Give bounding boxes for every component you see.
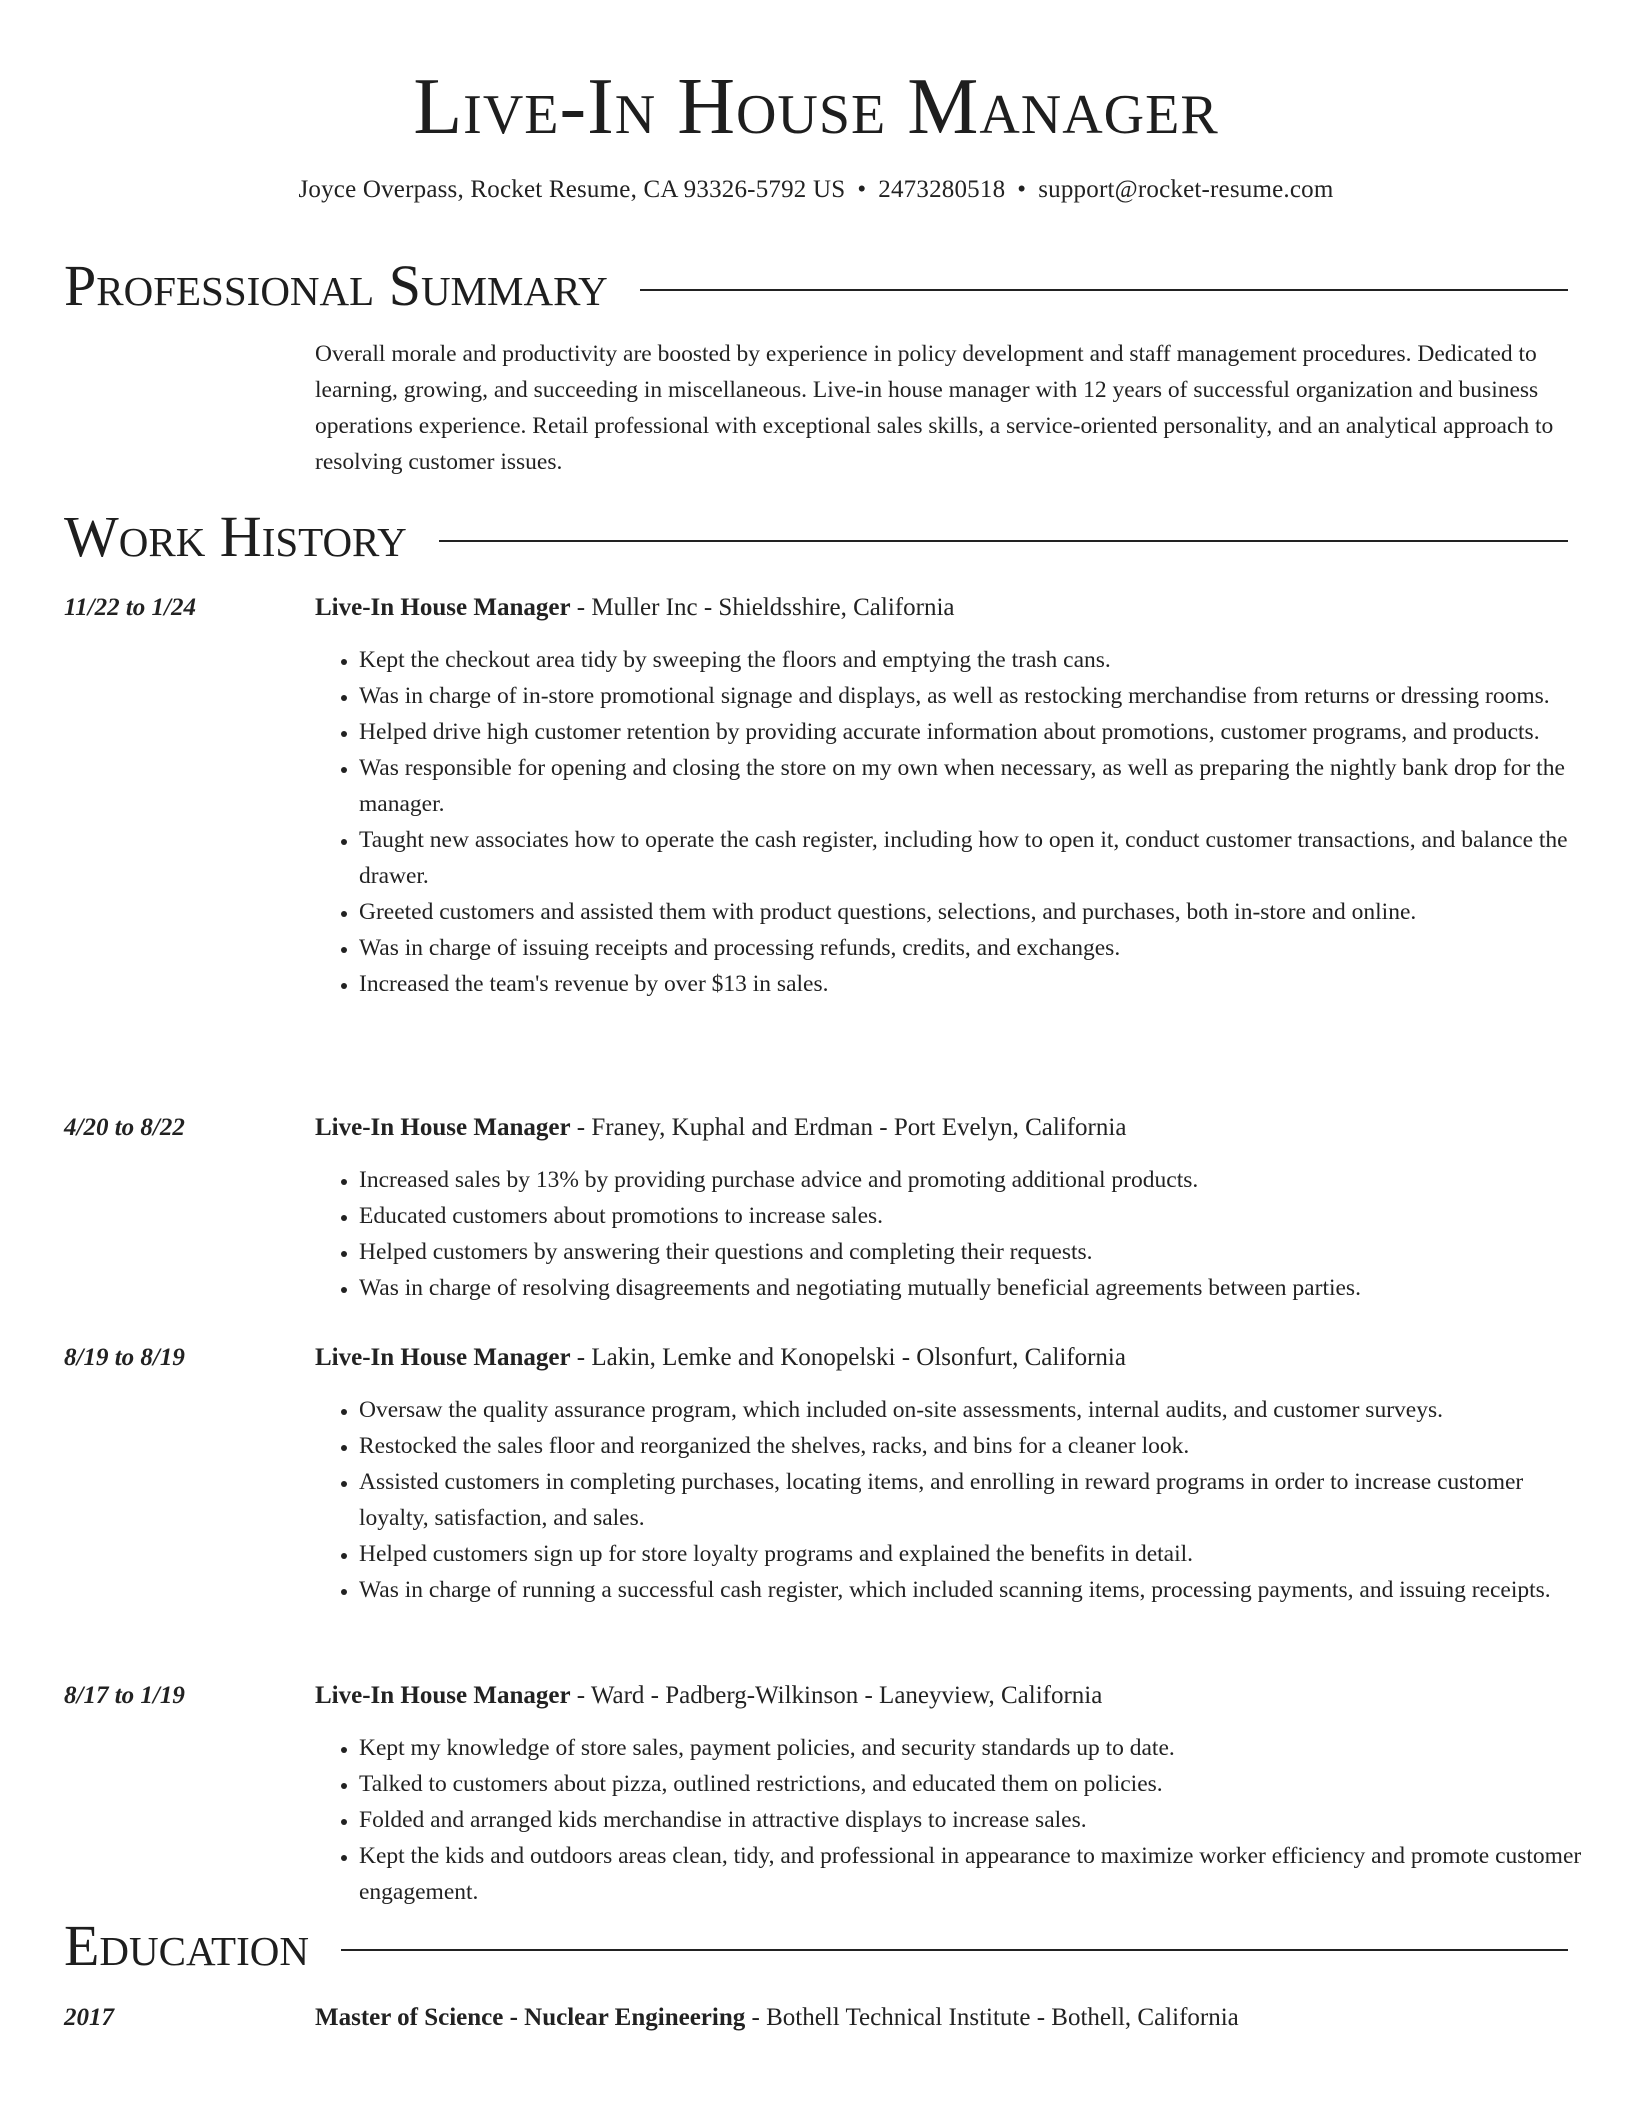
summary-heading: Professional Summary bbox=[64, 253, 608, 318]
list-item: • Educated customers about promotions to increase sales. bbox=[359, 1198, 1585, 1234]
job-bullet-list bbox=[315, 1730, 1585, 1910]
section-divider bbox=[341, 1949, 1568, 1951]
job-dates: 8/19 to 8/19 bbox=[64, 1344, 185, 1371]
contact-separator: • bbox=[1017, 176, 1027, 203]
job-title: Live-In House Manager bbox=[315, 1344, 571, 1371]
contact-line bbox=[0, 174, 1632, 206]
list-item: • Restocked the sales floor and reorganized the shelves, racks, and bins for a cleaner look. bbox=[359, 1428, 1585, 1464]
summary-text: Overall morale and productivity are boosted by experience in policy development and staff management procedures. Dedicated to learning, growing, and succeeding in miscellaneous. Live-in house manager with 12 years of successful organization and business operations experience. Retail professional with exceptional sales skills, a service-oriented personality, and an analytical approach to resolving customer issues. bbox=[315, 341, 1554, 475]
list-item: • Talked to customers about pizza, outlined restrictions, and educated them on policies. bbox=[359, 1766, 1585, 1802]
list-item: • Was in charge of issuing receipts and processing refunds, credits, and exchanges. bbox=[359, 930, 1585, 966]
list-item: • Was in charge of resolving disagreements and negotiating mutually beneficial agreements between parties. bbox=[359, 1270, 1585, 1306]
list-item: • Kept my knowledge of store sales, payment policies, and security standards up to date. bbox=[359, 1730, 1585, 1766]
list-item: • Helped drive high customer retention by providing accurate information about promotions, customer programs, and products. bbox=[359, 714, 1585, 750]
contact-phone: 2473280518 bbox=[878, 176, 1006, 203]
contact-email: support@rocket-resume.com bbox=[1038, 176, 1334, 203]
list-item: • Greeted customers and assisted them with product questions, selections, and purchases, both in-store and online. bbox=[359, 894, 1585, 930]
job-employer: - Muller Inc - Shieldsshire, California bbox=[570, 594, 955, 621]
job-dates: 11/22 to 1/24 bbox=[64, 594, 196, 621]
summary-section-header bbox=[64, 254, 1568, 318]
list-item: • Oversaw the quality assurance program, which included on-site assessments, internal audits, and customer surveys. bbox=[359, 1392, 1585, 1428]
list-item: • Was responsible for opening and closing the store on my own when necessary, as well as preparing the nightly bank drop for the manager. bbox=[359, 750, 1585, 822]
job-title: Live-In House Manager bbox=[315, 594, 571, 621]
job-employer: - Lakin, Lemke and Konopelski - Olsonfurt, California bbox=[570, 1344, 1126, 1371]
list-item: • Was in charge of running a successful cash register, which included scanning items, processing payments, and issuing receipts. bbox=[359, 1572, 1585, 1608]
education-school: - Bothell Technical Institute - Bothell, California bbox=[745, 2004, 1239, 2031]
job-bullet-list bbox=[315, 1392, 1585, 1608]
list-item: • Kept the kids and outdoors areas clean, tidy, and professional in appearance to maximize worker efficiency and promote customer engagement. bbox=[359, 1838, 1585, 1910]
list-item: • Increased sales by 13% by providing purchase advice and promoting additional products. bbox=[359, 1162, 1585, 1198]
work-history-section-header bbox=[64, 505, 1568, 569]
job-employer: - Franey, Kuphal and Erdman - Port Evelyn, California bbox=[570, 1114, 1127, 1141]
education-section-header bbox=[64, 1914, 1568, 1978]
contact-address: Joyce Overpass, Rocket Resume, CA 93326-5792 US bbox=[298, 176, 846, 203]
list-item: • Helped customers sign up for store loyalty programs and explained the benefits in detail. bbox=[359, 1536, 1585, 1572]
job-header bbox=[315, 590, 1585, 626]
job-title: Live-In House Manager bbox=[315, 1682, 571, 1709]
list-item: • Helped customers by answering their questions and completing their requests. bbox=[359, 1234, 1585, 1270]
job-employer: - Ward - Padberg-Wilkinson - Laneyview, California bbox=[570, 1682, 1103, 1709]
resume-title: Live-In House Manager bbox=[413, 63, 1219, 151]
education-heading: Education bbox=[64, 1913, 309, 1978]
contact-separator: • bbox=[857, 176, 867, 203]
list-item: • Folded and arranged kids merchandise in attractive displays to increase sales. bbox=[359, 1802, 1585, 1838]
job-bullet-list bbox=[315, 642, 1585, 1002]
job-header bbox=[315, 1678, 1585, 1714]
list-item: • Assisted customers in completing purchases, locating items, and enrolling in reward programs in order to increase customer loyalty, satisfaction, and sales. bbox=[359, 1464, 1585, 1536]
job-bullet-list bbox=[315, 1162, 1585, 1306]
list-item: • Taught new associates how to operate the cash register, including how to open it, conduct customer transactions, and balance the drawer. bbox=[359, 822, 1585, 894]
list-item: • Kept the checkout area tidy by sweeping the floors and emptying the trash cans. bbox=[359, 642, 1585, 678]
education-degree: Master of Science - Nuclear Engineering bbox=[315, 2004, 746, 2031]
job-header bbox=[315, 1110, 1585, 1146]
work-history-heading: Work History bbox=[64, 504, 407, 569]
education-year: 2017 bbox=[64, 2004, 114, 2031]
job-dates: 8/17 to 1/19 bbox=[64, 1682, 185, 1709]
list-item: • Was in charge of in-store promotional signage and displays, as well as restocking merchandise from returns or dressing rooms. bbox=[359, 678, 1585, 714]
job-dates: 4/20 to 8/22 bbox=[64, 1114, 185, 1141]
list-item: • Increased the team's revenue by over $13 in sales. bbox=[359, 966, 1585, 1002]
section-divider bbox=[640, 289, 1568, 291]
job-header bbox=[315, 1340, 1585, 1376]
section-divider bbox=[439, 540, 1568, 542]
education-entry bbox=[315, 2000, 1585, 2036]
job-title: Live-In House Manager bbox=[315, 1114, 571, 1141]
